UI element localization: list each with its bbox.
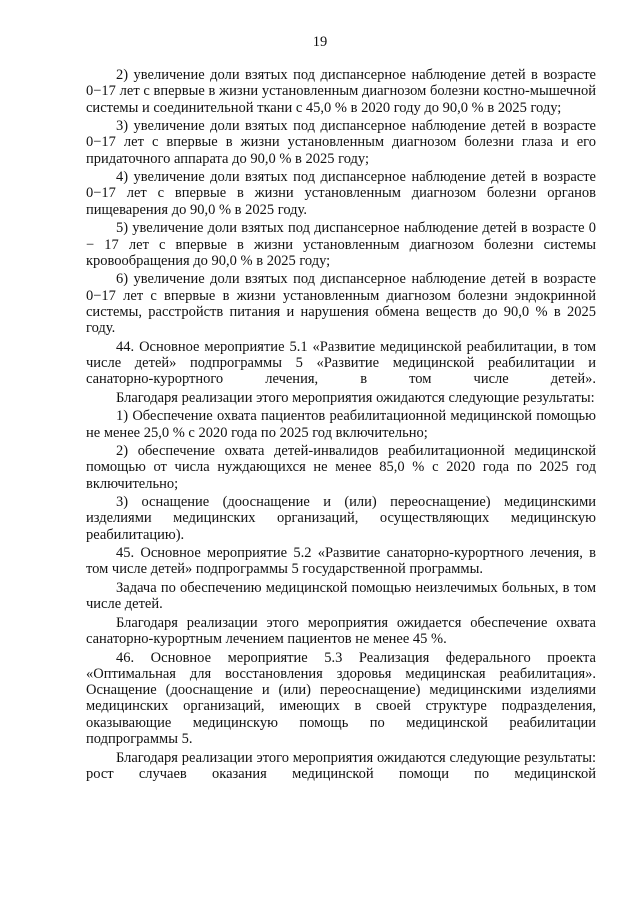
paragraph-section-46: 46. Основное мероприятие 5.3 Реализация федерального проекта «Оптимальная для восстановления здоровья медицинская реабилитация». Оснащение (дооснащение и (или) переоснащение) медицинскими изделиями медицинских организаций, имеющих в своей структуре подразделения, оказывающие медицинскую помощь по медицинской реабилитации подпрограммы 5. (86, 649, 596, 748)
paragraph-result-2: 2) обеспечение охвата детей-инвалидов реабилитационной медицинской помощью от числа нуждающихся не менее 85,0 % с 2020 года по 2025 год включительно; (86, 443, 596, 492)
paragraph-results-intro: Благодаря реализации этого мероприятия ожидаются следующие результаты: (116, 389, 595, 406)
paragraph-result-1: 1) Обеспечение охвата пациентов реабилитационной медицинской помощью не менее 25,0 % с 2020 года по 2025 год включительно; (86, 408, 596, 441)
paragraph-final-results: Благодаря реализации этого мероприятия ожидаются следующие результаты: рост случаев оказания медицинской помощи по медицинской (86, 749, 596, 782)
paragraph-result-3: 3) оснащение (дооснащение и (или) переоснащение) медицинскими изделиями медицинских организаций, осуществляющих медицинскую реабилитацию). (86, 494, 596, 543)
page-number: 19 (312, 34, 328, 50)
paragraph-item-2: 2) увеличение доли взятых под диспансерное наблюдение детей в возрасте 0−17 лет с впервые в жизни установленным диагнозом болезни костно-мышечной системы и соединительной ткани с 45,0 % в 2020 году до 90,0 % в 2025 году; (86, 67, 596, 116)
paragraph-item-5: 5) увеличение доли взятых под диспансерное наблюдение детей в возрасте 0 − 17 лет с впервые в жизни установленным диагнозом болезни системы кровообращения до 90,0 % в 2025 году; (86, 220, 596, 269)
paragraph-item-3: 3) увеличение доли взятых под диспансерное наблюдение детей в возрасте 0−17 лет с впервые в жизни установленным диагнозом болезни глаза и его придаточного аппарата до 90,0 % в 2025 году; (86, 118, 596, 167)
paragraph-section-45: 45. Основное мероприятие 5.2 «Развитие санаторно-курортного лечения, в том числе детей» подпрограммы 5 государственной программы. (86, 545, 596, 578)
paragraph-item-4: 4) увеличение доли взятых под диспансерное наблюдение детей в возрасте 0−17 лет с впервые в жизни установленным диагнозом болезни органов пищеварения до 90,0 % в 2025 году. (86, 169, 596, 218)
paragraph-section-44: 44. Основное мероприятие 5.1 «Развитие медицинской реабилитации, в том числе детей» подпрограммы 5 «Развитие медицинской реабилитации и санаторно-курортного лечения, в том числе детей». (86, 338, 596, 388)
document-body (86, 67, 596, 784)
paragraph-expected-coverage: Благодаря реализации этого мероприятия ожидается обеспечение охвата санаторно-курортным лечением пациентов не менее 45 %. (86, 614, 596, 648)
paragraph-task: Задача по обеспечению медицинской помощью неизлечимых больных, в том числе детей. (86, 579, 596, 613)
paragraph-item-6: 6) увеличение доли взятых под диспансерное наблюдение детей в возрасте 0−17 лет с впервые в жизни установленным диагнозом болезни эндокринной системы, расстройств питания и нарушения обмена веществ до 90,0 % в 2025 году. (86, 271, 596, 337)
